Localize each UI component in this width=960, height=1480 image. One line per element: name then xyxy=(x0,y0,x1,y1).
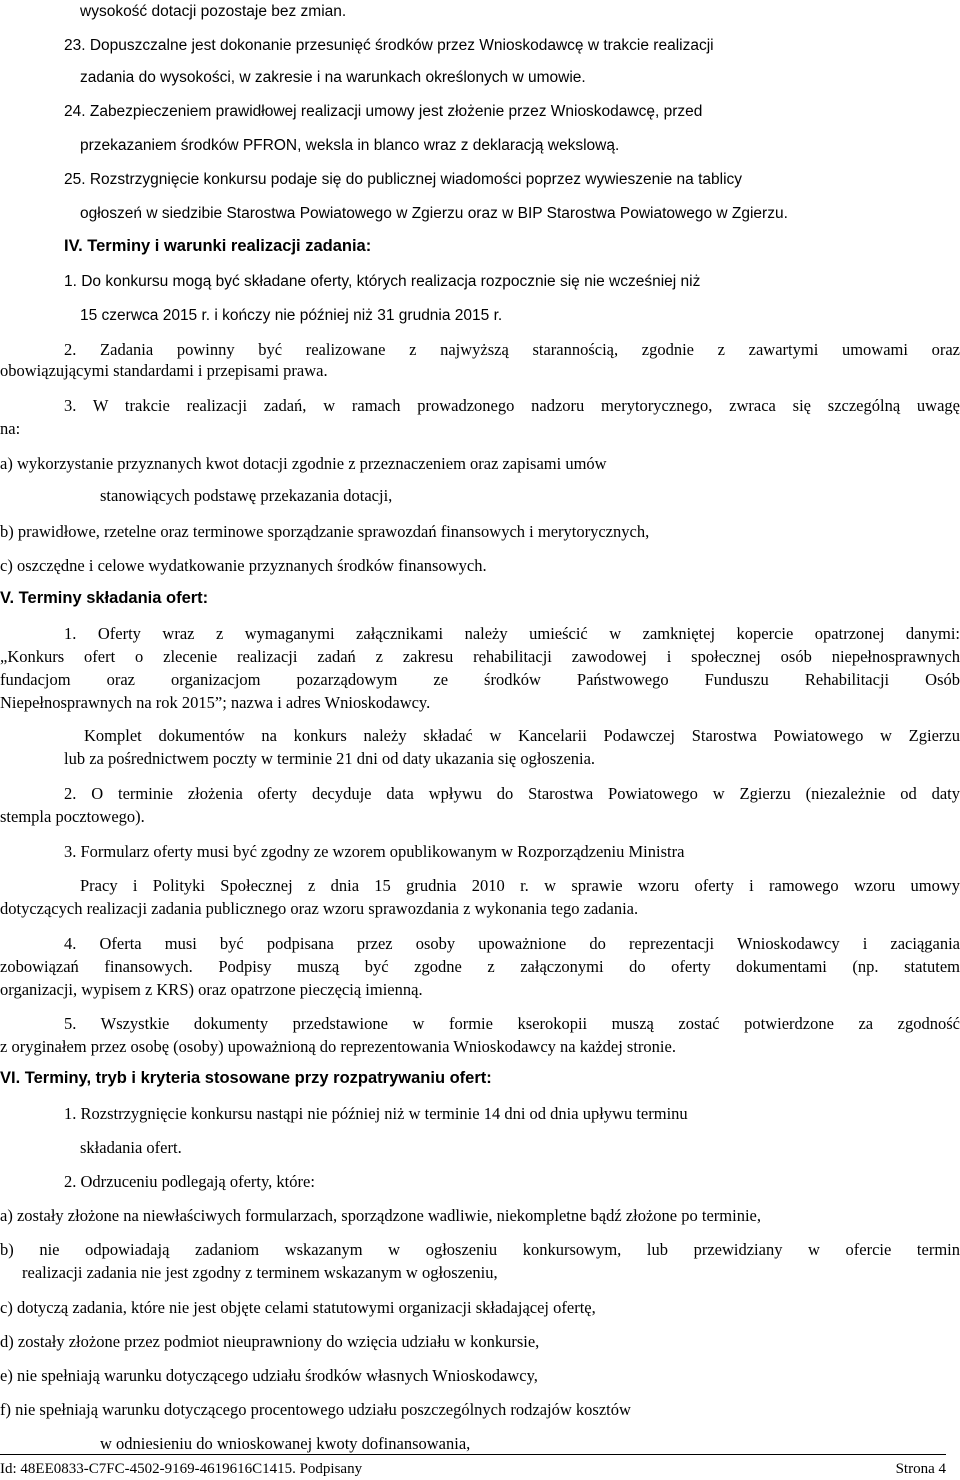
text-line: 1. Rozstrzygnięcie konkursu nastąpi nie później niż w terminie 14 dni od dnia upływu terminu xyxy=(64,1104,688,1123)
text-line: „Konkurs ofert o zlecenie realizacji zadań z zakresu rehabilitacji zawodowej i społecznej osób niepełnosprawnych xyxy=(0,647,960,666)
text-line: Pracy i Polityki Społecznej z dnia 15 grudnia 2010 r. w sprawie wzoru oferty i ramowego wzoru umowy xyxy=(80,876,960,895)
text-line: zobowiązań finansowych. Podpisy muszą być zgodne z załączonymi do oferty dokumentami (np. statutem xyxy=(0,957,960,976)
text-line: 4. Oferta musi być podpisana przez osoby upoważnione do reprezentacji Wnioskodawcy i zaciągania xyxy=(64,934,960,953)
text-line: 1. Oferty wraz z wymaganymi załącznikami należy umieścić w zamkniętej kopercie opatrzonej danymi: xyxy=(64,624,960,643)
text-line: 2. O terminie złożenia oferty decyduje data wpływu do Starostwa Powiatowego w Zgierzu (niezależnie od daty xyxy=(64,784,960,803)
text-line: realizacji zadania nie jest zgodny z terminem wskazanym w ogłoszeniu, xyxy=(22,1263,498,1282)
text-line: a) wykorzystanie przyznanych kwot dotacji zgodnie z przeznaczeniem oraz zapisami umów xyxy=(0,454,607,473)
text-line: 25. Rozstrzygnięcie konkursu podaje się do publicznej wiadomości poprzez wywieszenie na tablicy xyxy=(64,171,743,188)
text-line: c) oszczędne i celowe wydatkowanie przyznanych środków finansowych. xyxy=(0,556,487,575)
text-line: 5. Wszystkie dokumenty przedstawione w formie kserokopii muszą zostać potwierdzone za zgodność xyxy=(64,1014,960,1033)
text-line: lub za pośrednictwem poczty w terminie 21 dni od daty ukazania się ogłoszenia. xyxy=(64,749,596,768)
footer-divider xyxy=(0,1454,946,1455)
text-line: w odniesieniu do wnioskowanej kwoty dofinansowania, xyxy=(100,1434,471,1453)
text-line: na: xyxy=(0,419,21,438)
text-line: z oryginałem przez osobę (osoby) upoważnioną do reprezentowania Wnioskodawcy na każdej stronie. xyxy=(0,1037,676,1056)
text-line: dotyczących realizacji zadania publicznego oraz wzoru sprawozdania z wykonania tego zadania. xyxy=(0,899,639,918)
text-line: organizacji, wypisem z KRS) oraz opatrzone pieczęcią imienną. xyxy=(0,980,423,999)
text-line: 2. Zadania powinny być realizowane z najwyższą starannością, zgodnie z zawartymi umowami oraz xyxy=(64,340,960,359)
text-line: 23. Dopuszczalne jest dokonanie przesunięć środków przez Wnioskodawcę w trakcie realizacji xyxy=(64,37,714,54)
text-line: ogłoszeń w siedzibie Starostwa Powiatowego w Zgierzu oraz w BIP Starostwa Powiatowego w Zgierzu. xyxy=(80,205,788,222)
text-line: 1. Do konkursu mogą być składane oferty, których realizacja rozpocznie się nie wcześniej niż xyxy=(64,273,701,290)
text-line: stanowiących podstawę przekazania dotacji, xyxy=(100,486,393,505)
text-line: b) prawidłowe, rzetelne oraz terminowe sporządzanie sprawozdań finansowych i merytorycznych, xyxy=(0,522,650,541)
text-line: 3. Formularz oferty musi być zgodny ze wzorem opublikowanym w Rozporządzeniu Ministra xyxy=(64,842,685,861)
text-line: 3. W trakcie realizacji zadań, w ramach prowadzonego nadzoru merytorycznego, zwraca się szczególną uwagę xyxy=(64,396,960,415)
text-line: 2. Odrzuceniu podlegają oferty, które: xyxy=(64,1172,315,1191)
text-line: b) nie odpowiadają zadaniom wskazanym w ogłoszeniu konkursowym, lub przewidziany w ofercie termin xyxy=(0,1240,960,1259)
text-line: Komplet dokumentów na konkurs należy składać w Kancelarii Podawczej Starostwa Powiatowego w Zgierzu xyxy=(84,726,960,745)
text-line: e) nie spełniają warunku dotyczącego udziału środków własnych Wnioskodawcy, xyxy=(0,1366,538,1385)
text-line: wysokość dotacji pozostaje bez zmian. xyxy=(80,3,347,20)
text-line: 24. Zabezpieczeniem prawidłowej realizacji umowy jest złożenie przez Wnioskodawcę, przed xyxy=(64,103,703,120)
section-heading: IV. Terminy i warunki realizacji zadania: xyxy=(64,237,372,255)
text-line: obowiązującymi standardami i przepisami prawa. xyxy=(0,361,328,380)
section-heading: VI. Terminy, tryb i kryteria stosowane przy rozpatrywaniu ofert: xyxy=(0,1069,492,1087)
footer-page-number: Strona 4 xyxy=(895,1461,946,1477)
footer-document-id: Id: 48EE0833-C7FC-4502-9169-4619616C1415. Podpisany xyxy=(0,1461,363,1477)
text-line: 15 czerwca 2015 r. i kończy nie później niż 31 grudnia 2015 r. xyxy=(80,307,503,324)
text-line: d) zostały złożone przez podmiot nieuprawniony do wzięcia udziału w konkursie, xyxy=(0,1332,540,1351)
text-line: stempla pocztowego). xyxy=(0,807,145,826)
text-line: Niepełnosprawnych na rok 2015”; nazwa i adres Wnioskodawcy. xyxy=(0,693,431,712)
text-line: a) zostały złożone na niewłaściwych formularzach, sporządzone wadliwie, niekompletne bądź złożone po terminie, xyxy=(0,1206,761,1225)
text-line: fundacjom oraz organizacjom pozarządowym ze środków Państwowego Funduszu Rehabilitacji Osób xyxy=(0,670,960,689)
text-line: przekazaniem środków PFRON, weksla in blanco wraz z deklaracją wekslową. xyxy=(80,137,620,154)
text-line: c) dotyczą zadania, które nie jest objęte celami statutowymi organizacji składającej ofertę, xyxy=(0,1298,596,1317)
section-heading: V. Terminy składania ofert: xyxy=(0,589,209,607)
text-line: składania ofert. xyxy=(80,1138,182,1157)
text-line: f) nie spełniają warunku dotyczącego procentowego udziału poszczególnych rodzajów kosztów xyxy=(0,1400,631,1419)
text-line: zadania do wysokości, w zakresie i na warunkach określonych w umowie. xyxy=(80,69,586,86)
